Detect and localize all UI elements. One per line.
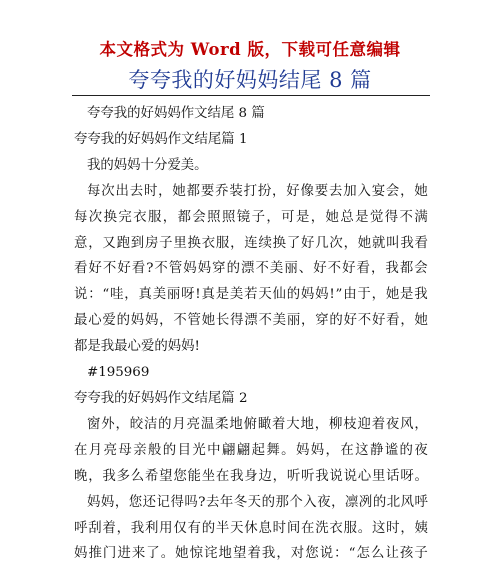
page-title: 夸夸我的好妈妈结尾 8 篇 — [128, 68, 372, 92]
text-line: #195969 — [87, 365, 150, 381]
text-line: 看 好 不 好 看 ? 不 管 妈 妈 穿 的 漂 不 美 丽 、 好 不 好 看 ， 我 都 会 — [74, 261, 428, 277]
text-line: 意 ， 又 跑 到 房 子 里 换 衣 服 ， 连 续 换 了 好 几 次 ， 她 就 叫 我 看 — [74, 235, 428, 251]
text-line: 夸夸我的好妈妈作文结尾篇 2 — [74, 390, 248, 406]
text-line: 最 心 爱 的 妈 妈 ， 不 管 她 长 得 漂 不 美 丽 ， 穿 的 好 不 好 看 ， 她 — [74, 313, 428, 329]
text-line: 夸夸我的好妈妈作文结尾篇 1 — [74, 131, 248, 147]
text-line: 每 次 出 去 时 ， 她 都 要 乔 装 打 扮 ， 好 像 要 去 加 入 宴 会 ， 她 — [87, 183, 428, 199]
text-line: 我的妈妈十分爱美。 — [87, 157, 208, 173]
text-line: 都是我最心爱的妈妈! — [74, 339, 200, 355]
text-line: 窗 外 ， 皎 洁 的 月 亮 温 柔 地 俯 瞰 着 大 地 ， 柳 枝 迎 着 夜 风 ， — [87, 416, 428, 432]
format-banner: 本文格式为 Word 版，下载可任意编辑 — [99, 40, 401, 59]
text-line: 夸夸我的好妈妈作文结尾 8 篇 — [87, 106, 265, 121]
text-line: 每 次 换 完 衣 服 ， 都 会 照 照 镜 子 ， 可 是 ， 她 总 是 觉 得 不 满 — [74, 209, 428, 225]
title-divider — [72, 95, 430, 96]
text-line: 妈 推 门 进 来 了 。 她 惊 诧 地 望 着 我 ， 对 您 说 ： “ 怎 么 让 孩 子 — [74, 546, 428, 562]
document-body — [74, 101, 428, 567]
text-line: 妈 妈 ， 您 还 记 得 吗 ? 去 年 冬 天 的 那 个 入 夜 ， 凛 冽 的 北 风 呼 — [87, 494, 428, 510]
text-line: 说 ： “ 哇 ， 真 美 丽 呀 ! 真 是 美 若 天 仙 的 妈 妈 ! ” 由 于 ， 她 是 我 — [74, 287, 428, 303]
text-line: 在 月 亮 母 亲 般 的 目 光 中 翩 翩 起 舞 。 妈 妈 ， 在 这 静 谧 的 夜 — [74, 442, 428, 458]
text-line: 呼 刮 着 ， 我 利 用 仅 有 的 半 天 休 息 时 间 在 洗 衣 服 。 这 时 ， 姨 — [74, 520, 428, 536]
text-line: 晚 ， 我 多 么 希 望 您 能 坐 在 我 身 边 ， 听 听 我 说 说 心 里 话 呀 。 — [74, 468, 428, 484]
